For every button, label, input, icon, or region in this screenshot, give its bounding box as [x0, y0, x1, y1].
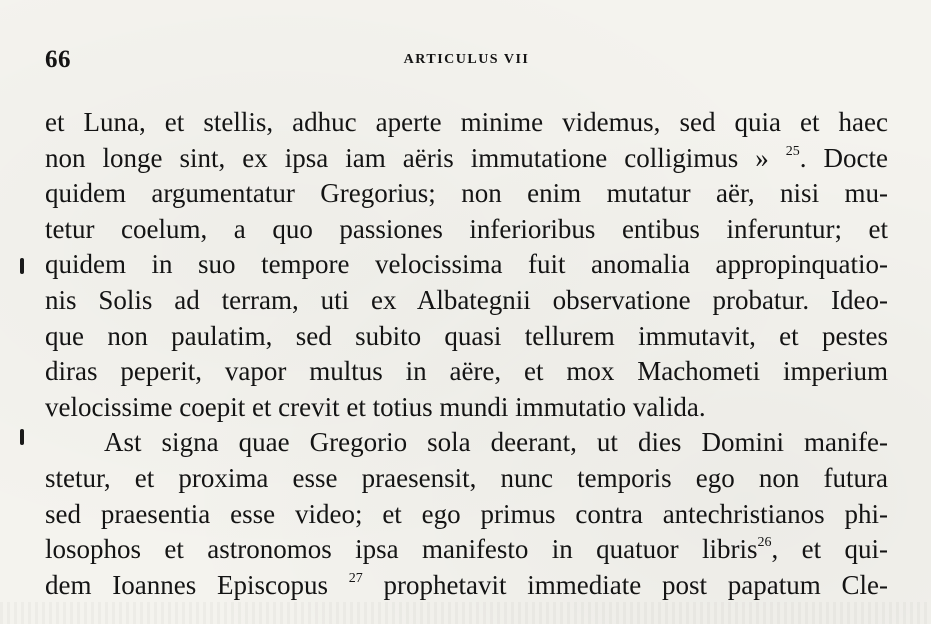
- text-line: sed praesentia esse video; et ego primus contra antechristianos phi-: [45, 498, 888, 529]
- text-line: nis Solis ad terram, uti ex Albategnii observatione probatur. Ideo-: [45, 284, 888, 315]
- footnote-ref-27: 27: [348, 570, 363, 586]
- running-head: ARTICULUS VII: [403, 52, 530, 67]
- text-line: velocissime coepit et crevit et totius mundi immutatio valida.: [45, 391, 706, 422]
- page-number: 66: [45, 46, 71, 73]
- text-line: losophos et astronomos ipsa manifesto in quatuor libris$^{26}$, et qui-: [45, 534, 888, 565]
- text-line: et Luna, et stellis, adhuc aperte minime videmus, sed quia et haec: [45, 107, 888, 137]
- margin-mark: [20, 429, 24, 445]
- page-header: [45, 46, 888, 76]
- text-line: stetur, et proxima esse praesensit, nunc temporis ego non futura: [45, 462, 888, 493]
- text-line: que non paulatim, sed subito quasi tellurem immutavit, et pestes: [45, 320, 888, 351]
- text-line: quidem argumentatur Gregorius; non enim mutatur aër, nisi mu-: [45, 178, 888, 209]
- body-text: [45, 105, 888, 603]
- margin-mark: [20, 258, 24, 274]
- footnote-ref-26: 26: [757, 535, 772, 551]
- text-line: non longe sint, ex ipsa iam aëris immutatione colligimus » $^{25}$. Docte: [45, 142, 888, 173]
- text-line: Ast signa quae Gregorio sola deerant, ut dies Domini manife-: [104, 427, 888, 458]
- text-line: diras peperit, vapor multus in aëre, et mox Machometi imperium: [45, 356, 888, 387]
- footnote-ref-25: 25: [785, 143, 800, 159]
- text-line: dem Ioannes Episcopus $^{27}$ prophetavit immediate post papatum Cle-: [45, 569, 888, 600]
- page-bottom-edge: [0, 602, 931, 624]
- text-line: quidem in suo tempore velocissima fuit anomalia appropinquatio-: [45, 249, 888, 280]
- text-line: tetur coelum, a quo passiones inferioribus entibus inferuntur; et: [45, 213, 888, 244]
